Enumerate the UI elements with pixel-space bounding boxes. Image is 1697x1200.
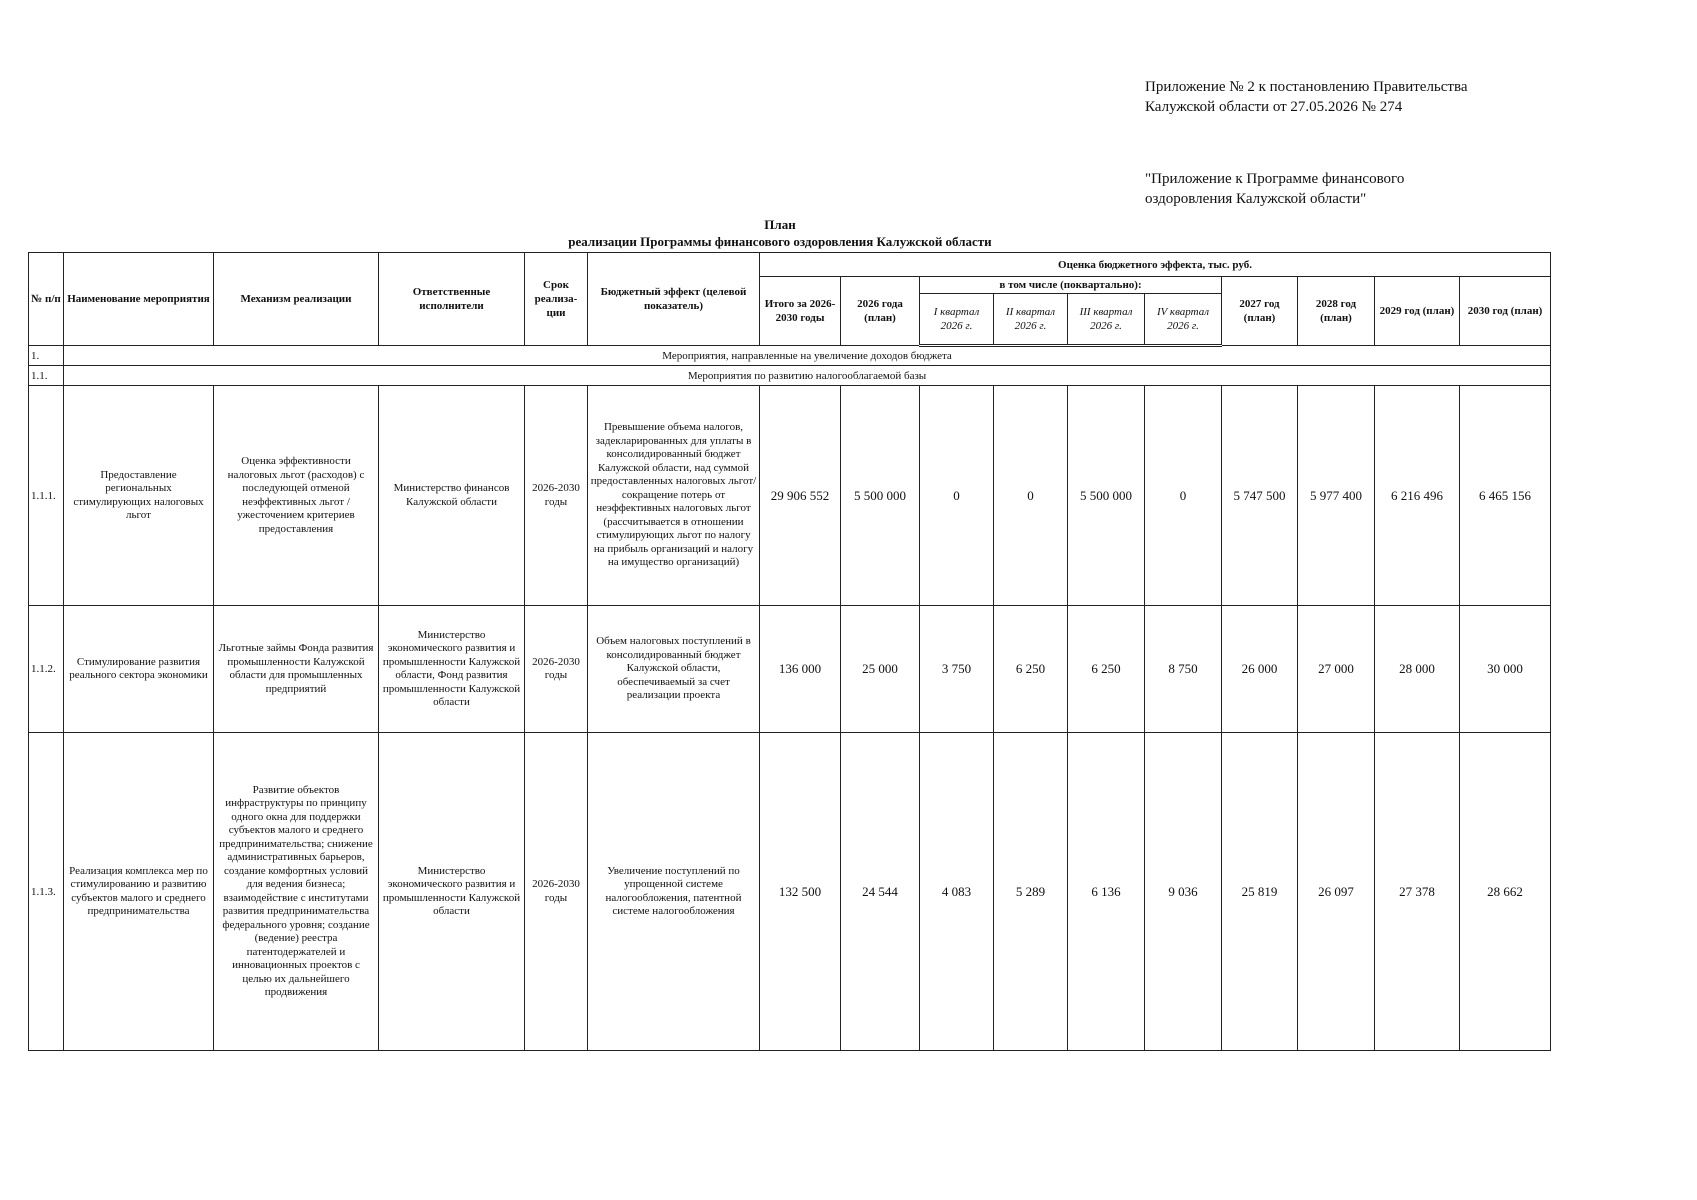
row-q2: 6 250 [994, 606, 1068, 733]
appendix-note [1145, 77, 1468, 117]
row-2028: 5 977 400 [1298, 386, 1375, 606]
col-q1-header: I квартал 2026 г. [920, 294, 994, 346]
row-total: 29 906 552 [760, 386, 841, 606]
col-2028-header: 2028 год (план) [1298, 277, 1375, 346]
row-q2: 0 [994, 386, 1068, 606]
row-name: Предоставление региональных стимулирующих налоговых льгот [64, 386, 214, 606]
row-executors: Министерство финансов Калужской области [379, 386, 525, 606]
section-label: Мероприятия, направленные на увеличение доходов бюджета [64, 346, 1551, 366]
row-2026: 24 544 [841, 733, 920, 1051]
row-2027: 25 819 [1222, 733, 1298, 1051]
row-name: Стимулирование развития реального сектора экономики [64, 606, 214, 733]
section-row [29, 366, 1551, 386]
col-2027-header: 2027 год (план) [1222, 277, 1298, 346]
row-2030: 30 000 [1460, 606, 1551, 733]
row-q3: 6 250 [1068, 606, 1145, 733]
appendix-line-2: Калужской области от 27.05.2026 № 274 [1145, 99, 1403, 115]
table-row [29, 386, 1551, 606]
row-2027: 26 000 [1222, 606, 1298, 733]
col-mechanism-header: Механизм реализации [214, 253, 379, 346]
row-q1: 4 083 [920, 733, 994, 1051]
col-2026-header: 2026 года (план) [841, 277, 920, 346]
document-title: План [764, 217, 796, 232]
row-name: Реализация комплекса мер по стимулированию и развитию субъектов малого и среднего предпринимательства [64, 733, 214, 1051]
row-num: 1.1.2. [29, 606, 64, 733]
row-2027: 5 747 500 [1222, 386, 1298, 606]
row-executors: Министерство экономического развития и промышленности Калужской области [379, 733, 525, 1051]
row-2029: 27 378 [1375, 733, 1460, 1051]
row-term: 2026-2030 годы [525, 733, 588, 1051]
row-2026: 25 000 [841, 606, 920, 733]
row-mechanism: Оценка эффективности налоговых льгот (расходов) с последующей отменой неэффективных льгот / ужесточением критериев предоставления [214, 386, 379, 606]
table-row [29, 606, 1551, 733]
row-num: 1.1.1. [29, 386, 64, 606]
col-executors-header: Ответственные исполнители [379, 253, 525, 346]
row-term: 2026-2030 годы [525, 606, 588, 733]
row-q3: 6 136 [1068, 733, 1145, 1051]
col-2029-header: 2029 год (план) [1375, 277, 1460, 346]
program-reference-line-2: оздоровления Калужской области" [1145, 191, 1367, 207]
row-effect: Увеличение поступлений по упрощенной системе налогообложения, патентной системе налогообложения [588, 733, 760, 1051]
row-q2: 5 289 [994, 733, 1068, 1051]
table-header [29, 253, 1551, 346]
col-q3-header: III квартал 2026 г. [1068, 294, 1145, 346]
col-effect-header: Бюджетный эффект (целевой показатель) [588, 253, 760, 346]
row-total: 132 500 [760, 733, 841, 1051]
row-q4: 9 036 [1145, 733, 1222, 1051]
table-row [29, 733, 1551, 1051]
col-name-header: Наименование мероприятия [64, 253, 214, 346]
row-q1: 0 [920, 386, 994, 606]
row-effect: Превышение объема налогов, задекларированных для уплаты в консолидированный бюджет Калужской области, над суммой предоставленных налоговых льгот/сокращение потерь от неэффективных налоговых льгот (рассчитывается в отношении стимулирующих льгот по налогу на прибыль организаций и налогу на имущество организаций) [588, 386, 760, 606]
plan-table [28, 252, 1551, 1051]
col-quarterly-group-header: в том числе (поквартально): [920, 277, 1222, 294]
row-mechanism: Льготные займы Фонда развития промышленности Калужской области для промышленных предприятий [214, 606, 379, 733]
row-q4: 0 [1145, 386, 1222, 606]
program-reference [1145, 169, 1404, 209]
document-subtitle: реализации Программы финансового оздоровления Калужской области [568, 234, 992, 249]
row-2029: 6 216 496 [1375, 386, 1460, 606]
section-row [29, 346, 1551, 366]
row-2028: 27 000 [1298, 606, 1375, 733]
col-total-header: Итого за 2026-2030 годы [760, 277, 841, 346]
row-effect: Объем налоговых поступлений в консолидированный бюджет Калужской области, обеспечиваемый за счет реализации проекта [588, 606, 760, 733]
col-2030-header: 2030 год (план) [1460, 277, 1551, 346]
row-q3: 5 500 000 [1068, 386, 1145, 606]
col-num-header: № п/п [29, 253, 64, 346]
row-mechanism: Развитие объектов инфраструктуры по принципу одного окна для поддержки субъектов малого и среднего предпринимательства; снижение административных барьеров, создание комфортных условий для ведения бизнеса; взаимодействие с институтами развития предпринимательства федерального уровня; создание (ведение) реестра патентодержателей и инновационных проектов с целью их дальнейшего продвижения [214, 733, 379, 1051]
row-num: 1.1.3. [29, 733, 64, 1051]
row-2028: 26 097 [1298, 733, 1375, 1051]
appendix-line-1: Приложение № 2 к постановлению Правительства [1145, 79, 1468, 95]
row-2030: 6 465 156 [1460, 386, 1551, 606]
row-q4: 8 750 [1145, 606, 1222, 733]
row-q1: 3 750 [920, 606, 994, 733]
row-executors: Министерство экономического развития и промышленности Калужской области, Фонд развития промышленности Калужской области [379, 606, 525, 733]
row-2030: 28 662 [1460, 733, 1551, 1051]
row-term: 2026-2030 годы [525, 386, 588, 606]
col-q4-header: IV квартал 2026 г. [1145, 294, 1222, 346]
row-2026: 5 500 000 [841, 386, 920, 606]
section-label: Мероприятия по развитию налогооблагаемой базы [64, 366, 1551, 386]
section-num: 1. [29, 346, 64, 366]
col-term-header: Срок реализа-ции [525, 253, 588, 346]
section-num: 1.1. [29, 366, 64, 386]
col-q2-header: II квартал 2026 г. [994, 294, 1068, 346]
row-2029: 28 000 [1375, 606, 1460, 733]
row-total: 136 000 [760, 606, 841, 733]
col-estimate-group-header: Оценка бюджетного эффекта, тыс. руб. [760, 253, 1551, 277]
program-reference-line-1: "Приложение к Программе финансового [1145, 171, 1405, 187]
